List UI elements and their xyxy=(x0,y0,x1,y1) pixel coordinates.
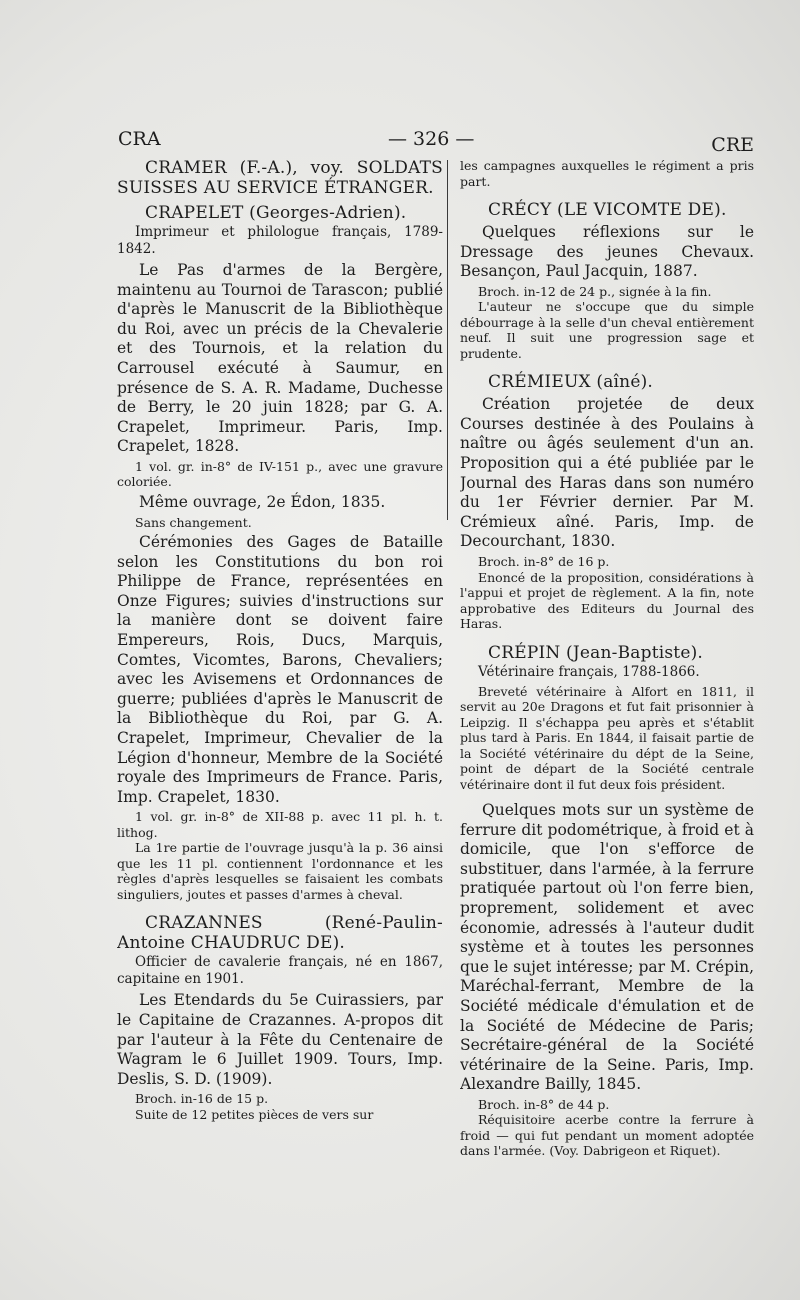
running-head-right: CRE xyxy=(711,134,754,156)
work-note: Enoncé de la proposition, considérations à l'appui et projet de règlement. A la fin, note approbative des Editeurs du Journal des Haras. xyxy=(460,569,754,632)
left-column xyxy=(117,158,443,1127)
work-title: Les Etendards du 5e Cuirassiers, par le Capitaine de Crazannes. A-propos dit par l'auteur à la Fête du Centenaire de Wagram le 6 Juillet 1909. Tours, Imp. Deslis, S. D. (1909). xyxy=(117,991,443,1088)
entry-heading: CRAPELET (Georges-Adrien). xyxy=(145,203,407,223)
running-head xyxy=(118,128,754,156)
entry-heading: CRÉPIN (Jean-Baptiste). xyxy=(488,642,704,663)
entry-heading: CRAZANNES (René-Paulin-Antoine CHAUDRUC DE). xyxy=(117,913,443,954)
column-divider xyxy=(447,160,448,520)
entry-heading: CRAMER (F.-A.), voy. SOLDATS SUISSES AU SERVICE ÉTRANGER. xyxy=(117,158,443,198)
entry-cremieux xyxy=(460,372,754,631)
entry-heading: CRÉCY (LE VICOMTE DE). xyxy=(488,200,727,220)
running-head-left: CRA xyxy=(118,128,161,150)
work-note: Broch. in-12 de 24 p., signée à la fin. xyxy=(478,283,712,299)
entry-continuation xyxy=(460,158,754,189)
entry-bio: Officier de cavalerie français, né en 1867, capitaine en 1901. xyxy=(117,954,443,988)
continued-note: les campagnes auxquelles le régiment a pris part. xyxy=(460,158,754,189)
entry-crazannes xyxy=(117,913,443,1122)
work-note: Suite de 12 petites pièces de vers sur xyxy=(135,1106,374,1122)
work-title: Quelques mots sur un système de ferrure dit podométrique, à froid et à domicile, que l'on s'efforce de substituer, dans l'armée, à la ferrure pratiquée partout où l'on ferre bien, proprement, solidement et avec économie, adressés à l'auteur dudit système et à toutes les personnes que le sujet intéresse; par M. Crépin, Maréchal-ferrant, Membre de la Société médicale d'émulation et de la Société de Médecine de Paris; Secrétaire-général de la Société vétérinaire de la Seine. Paris, Imp. Alexandre Bailly, 1845. xyxy=(460,801,754,1094)
entry-cramer xyxy=(117,158,443,198)
work-note: Broch. in-8° de 44 p. xyxy=(478,1096,610,1112)
page-number: — 326 — xyxy=(388,128,475,150)
work-title: Même ouvrage, 2e Édon, 1835. xyxy=(139,492,386,511)
work-title: Quelques réflexions sur le Dressage des jeunes Chevaux. Besançon, Paul Jacquin, 1887. xyxy=(460,223,754,281)
work-note: 1 vol. gr. in-8° de IV-151 p., avec une gravure coloriée. xyxy=(117,458,443,490)
entry-bio: Vétérinaire français, 1788-1866. xyxy=(478,663,700,680)
work-title: Le Pas d'armes de la Bergère, maintenu au Tournoi de Tarascon; publié d'après le Manuscrit de la Bibliothèque du Roi, avec un précis de la Chevalerie et des Tournois, et la relation du Carrousel exécuté à Saumur, en présence de S. A. R. Madame, Duchesse de Berry, le 20 juin 1828; par G. A. Crapelet, Imprimeur. Paris, Imp. Crapelet, 1828. xyxy=(117,261,443,456)
work-note: Broch. in-16 de 15 p. xyxy=(135,1091,269,1107)
work-note: La 1re partie de l'ouvrage jusqu'à la p. 36 ainsi que les 11 pl. contiennent l'ordonnance et les règles d'après lesquelles se faisaient les combats singuliers, joutes et passes d'armes à cheval. xyxy=(117,840,443,902)
work-note: 1 vol. gr. in-8° de XII-88 p. avec 11 pl. h. t. lithog. xyxy=(117,809,443,840)
entry-heading: CRÉMIEUX (aîné). xyxy=(488,372,654,393)
entry-crecy xyxy=(460,200,754,361)
work-note: Réquisitoire acerbe contre la ferrure à froid — qui fut pendant un moment adoptée dans l'armée. (Voy. Dabrigeon et Riquet). xyxy=(460,1112,754,1159)
entry-crepin xyxy=(460,643,754,1159)
work-note: Broch. in-8° de 16 p. xyxy=(478,554,610,570)
entry-bio: Imprimeur et philologue français, 1789-1842. xyxy=(117,224,443,257)
work-note: L'auteur ne s'occupe que du simple débourrage à la selle d'un cheval entièrement neuf. Il suit une progression sage et prudente. xyxy=(460,299,754,361)
work-title: Cérémonies des Gages de Bataille selon les Constitutions du bon roi Philippe de France, représentées en Onze Figures; suivies d'instructions sur la manière dont se doivent faire Empereurs, Rois, Ducs, Marquis, Comtes, Vicomtes, Barons, Chevaliers; avec les Avisemens et Ordonnances de guerre; publiées d'après le Manuscrit de la Bibliothèque du Roi, par G. A. Crapelet, Imprimeur, Chevalier de la Légion d'honneur, Membre de la Société royale des Imprimeurs de France. Paris, Imp. Crapelet, 1830. xyxy=(117,533,443,806)
entry-bio-detail: Breveté vétérinaire à Alfort en 1811, il servit au 20e Dragons et fut fait prisonnier à Leipzig. Il s'échappa peu après et s'établit plus tard à Paris. En 1844, il faisait partie de la Société vétérinaire du dépt de la Seine, point de départ de la Société centrale vétérinaire dont il fut deux fois président. xyxy=(460,683,754,792)
work-note: Sans changement. xyxy=(135,514,252,530)
entry-crapelet xyxy=(117,203,443,902)
right-column xyxy=(460,158,754,1164)
work-title: Création projetée de deux Courses destinée à des Poulains à naître ou âgés seulement d'un an. Proposition qui a été publiée par le Journal des Haras dans son numéro du 1er Février dernier. Par M. Crémieux aîné. Paris, Imp. de Decourchant, 1830. xyxy=(460,395,754,551)
